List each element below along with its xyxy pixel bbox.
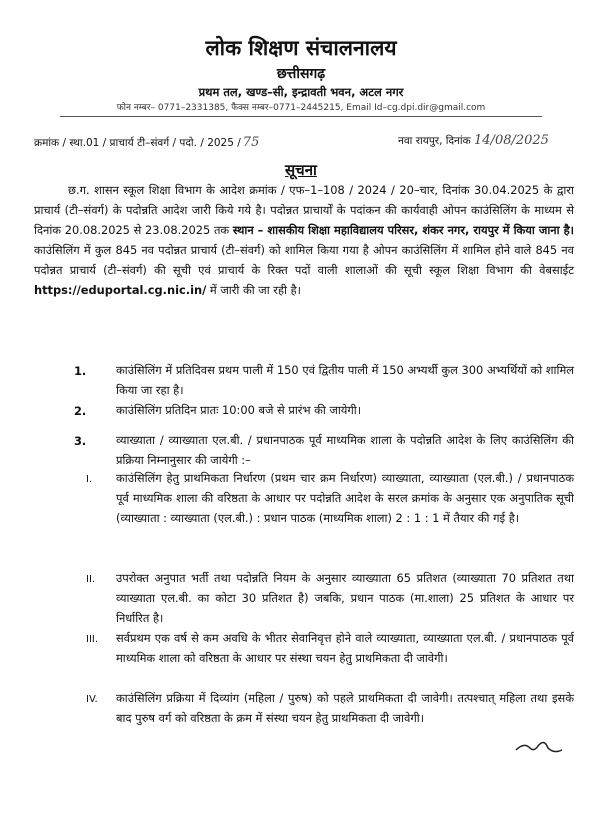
venue-text: स्थान – शासकीय शिक्षा महाविद्यालय परिसर, शंकर नगर, रायपुर में किया जाना है। bbox=[232, 223, 574, 237]
subitem-number: II. bbox=[86, 574, 96, 585]
sub-list-item: सर्वप्रथम एक वर्ष से कम अवधि के भीतर सेवानिवृत्त होने वाले व्याख्याता, व्याख्याता एल.बी. / प्रधानपाठक पूर्व माध्यमिक शाला को वरिष्ठता के आधार पर संस्था चयन हेतु प्राथमिकता दी जावेगी। bbox=[116, 631, 574, 665]
item-number: 3. bbox=[74, 434, 87, 448]
state-name: छत्तीसगढ़ bbox=[276, 66, 326, 82]
date-line bbox=[398, 133, 549, 148]
handwritten-date: 14/08/2025 bbox=[474, 133, 549, 148]
item-number: 1. bbox=[74, 364, 87, 378]
sub-list-item: काउंसिलिंग हेतु प्राथमिकता निर्धारण (प्रथम चार क्रम निर्धारण) व्याख्याता, व्याख्याता (एल.बी.) / प्रधानपाठक पूर्व माध्यमिक शाला की वरिष्ठता के आधार पर पदोन्नति आदेश के सरल क्रमांक के अनुसार एक अनुपातिक सूची (व्याख्याता : व्याख्याता (एल.बी.) : प्रधान पाठक (माध्यमिक शाला) 2 : 1 : 1 में तैयार की गई है। bbox=[116, 471, 574, 525]
list-item: काउंसिलिंग में प्रतिदिवस प्रथम पाली में 150 एवं द्वितीय पाली में 150 अभ्यर्थी कुल 300 अभ्यर्थियों को शामिल किया जा रहा है। bbox=[116, 363, 574, 397]
portal-url: https://eduportal.cg.nic.in/ bbox=[34, 283, 207, 297]
header-divider bbox=[60, 116, 542, 117]
intro-paragraph: छ.ग. शासन स्कूल शिक्षा विभाग के आदेश क्रमांक / एफ–1–108 / 2024 / 20–चार, दिनांक 30.04.2025 के द्वारा प्राचार्य (टी–संवर्ग) के पदोन्नति आदेश जारी किये गये है। पदोन्नत प्राचार्यों के पदांकन की कार्यवाही ओपन काउंसिलिंग के माध्यम से दिनांक 20.08.2025 से 23.08.2025 तक स्थान – शासकीय शिक्षा महाविद्यालय परिसर, शंकर नगर, रायपुर में किया जाना है। काउंसिलिंग में कुल 845 नव पदोन्नत प्राचार्य (टी–संवर्ग) को शामिल किया गया है ओपन काउंसिलिंग में शामिल होने वाले 845 नव पदोन्नत प्राचार्य (टी–संवर्ग) की सूची एवं प्राचार्य के रिक्त पदों वाली शालाओं की सूची स्कूल शिक्षा विभाग की वेबसाईट https://eduportal.cg.nic.in/ में जारी की जा रही है। bbox=[34, 183, 574, 297]
sub-list-item: उपरोक्त अनुपात भर्ती तथा पदोन्नति नियम के अनुसार व्याख्याता 65 प्रतिशत (व्याख्याता 70 प्रतिशत तथा व्याख्याता एल.बी. का कोटा 30 प्रतिशत है) जबकि, प्रधान पाठक (मा.शाला) 25 प्रतिशत के आधार पर निर्धारित है। bbox=[116, 571, 574, 625]
list-item: काउंसिलिंग प्रतिदिन प्रातः 10:00 बजे से प्रारंभ की जायेगी। bbox=[116, 403, 362, 417]
reference-number: 75 bbox=[242, 135, 260, 150]
sub-list-item: काउंसिलिंग प्रक्रिया में दिव्यांग (महिला / पुरुष) को पहले प्राथमिकता दी जावेगी। तत्पश्चात् महिला तथा इसके बाद पुरुष वर्ग को वरिष्ठता के क्रम में संस्था चयन हेतु प्राथमिकता दी जावेगी। bbox=[116, 691, 574, 725]
item-number: 2. bbox=[74, 404, 87, 418]
list-item: व्याख्याता / व्याख्याता एल.बी. / प्रधानपाठक पूर्व माध्यमिक शाला के पदोन्नति आदेश के लिए काउंसिलिंग की प्रक्रिया निम्नानुसार की जायेगी :– bbox=[116, 433, 574, 467]
date-label: नवा रायपुर, दिनांक bbox=[398, 135, 471, 147]
reference-line bbox=[34, 135, 259, 150]
contact-details: फोन नम्बर– 0771–2331385, फैक्स नम्बर–0771–2445215, Email Id–cg.dpi.dir@gmail.com bbox=[116, 103, 486, 113]
subitem-number: I. bbox=[86, 474, 93, 485]
organization-name: लोक शिक्षण संचालनालय bbox=[205, 36, 397, 60]
reference-label: क्रमांक / स्था.01 / प्राचार्य टी–संवर्ग / पदो. / 2025 / bbox=[34, 137, 241, 149]
subitem-number: IV. bbox=[86, 694, 98, 705]
subitem-number: III. bbox=[86, 634, 99, 645]
office-address: प्रथम तल, खण्ड–सी, इन्द्रावती भवन, अटल नगर bbox=[198, 85, 404, 99]
signature-mark bbox=[514, 734, 564, 756]
notice-title: सूचना bbox=[285, 161, 317, 179]
